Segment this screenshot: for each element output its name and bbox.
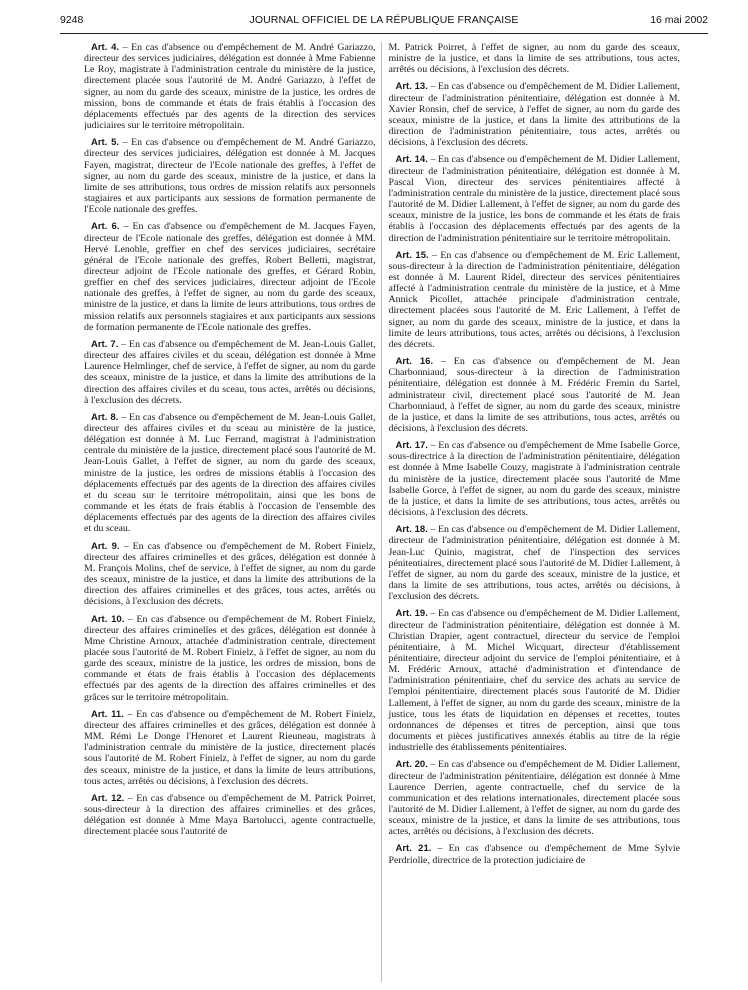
article-paragraph (389, 608, 681, 753)
article-number: Art. 17. (395, 440, 428, 452)
header-rule (60, 33, 708, 34)
article-text: – En cas d'absence ou d'empêchement de M. Didier Lallement, directeur de l'administration pénitentiaire, délégation est donnée à M. Pascal Vion, directeur des services pénitentiaires affecté à l'administration centrale du ministère de la justice, directement placé sous l'autorité de M. Didier Lallement, à l'effet de signer, au nom du garde des sceaux, ministre de la justice, les bons de commande et les états de frais établis à l'occasion des déplacements effectués par des agents de la direction de l'administration pénitentiaire sur le territoire métropolitain. (388, 154, 680, 244)
article-paragraph (389, 759, 681, 837)
journal-title: JOURNAL OFFICIEL DE LA RÉPUBLIQUE FRANÇAISE (249, 14, 519, 26)
article-number: Art. 10. (91, 613, 125, 625)
article-number: Art. 7. (91, 338, 119, 350)
article-text: M. Patrick Poirret, à l'effet de signer, au nom du garde des sceaux, ministre de la justice, et dans la limite de ses attributions, tous actes, arrêtés ou décisions, à l'exclusion des décrets. (388, 42, 680, 76)
article-paragraph (84, 793, 376, 838)
article-paragraph (84, 221, 376, 333)
article-paragraph (84, 42, 376, 131)
article-text: – En cas d'absence ou d'empêchement de M. Jean-Louis Gallet, directeur des affaires civiles et du sceau au ministère de la justice, délégation est donnée à M. Luc Ferrand, magistrat à l'administration centrale du ministère de la justice, directement placé sous l'autorité de M. Jean-Louis Gallet, à l'effet de signer, au nom du garde des sceaux, ministre de la justice, les ordres de missions établis à l'occasion des déplacements effectués par des agents de la direction des affaires civiles et du sceau sur le territoire métropolitain, ainsi que les bons de commande et les états de frais établis à l'occasion de l'ensemble des déplacements effectués par des agents de la direction des affaires civiles et du sceau. (84, 411, 376, 535)
article-number: Art. 8. (91, 411, 119, 423)
article-number: Art. 13. (395, 81, 428, 93)
article-columns (84, 42, 680, 982)
article-paragraph (389, 356, 681, 434)
article-text: – En cas d'absence ou d'empêchement de Mme Isabelle Gorce, sous-directrice à la direction de l'administration pénitentiaire, délégation est donnée à Mme Isabelle Couzy, magistrate à l'administration centrale du ministère de la justice, directement placée sous l'autorité de Mme Isabelle Gorce, à l'effet de signer, au nom du garde des sceaux, ministre de la justice, et dans la limite de ses attributions, tous actes, arrêtés ou décisions, à l'exclusion des décrets. (388, 440, 680, 519)
article-number: Art. 12. (91, 792, 125, 804)
article-paragraph (389, 42, 681, 75)
article-paragraph (389, 440, 681, 518)
article-paragraph (84, 412, 376, 535)
article-number: Art. 4. (91, 42, 120, 53)
article-text: – En cas d'absence ou d'empêchement de M. Robert Finielz, directeur des affaires criminelles et des grâces, délégation est donnée à MM. Rémi Le Donge l'Henoret et Laurent Rieuneau, magistrats à l'administration centrale du ministère de la justice, directement placés sous l'autorité de M. Robert Finielz, à l'effet de signer, au nom du garde des sceaux, ministre de la justice, et dans la limite de leurs attributions, tous actes, arrêtés ou décisions, à l'exclusion des décrets. (84, 708, 376, 787)
article-text: – En cas d'absence ou d'empêchement de M. Didier Lallement, directeur de l'administration pénitentiaire, délégation est donnée à M. Jean-Luc Quinio, magistrat, chef de l'inspection des services pénitentiaires, directement placé sous l'autorité de M. Didier Lallement, à l'effet de signer, au nom du garde des sceaux, ministre de la justice, et dans la limite de ses attributions, tous actes, arrêtés ou décisions, à l'exclusion des décrets. (388, 524, 680, 603)
article-text: – En cas d'absence ou d'empêchement de M. Jacques Fayen, directeur de l'Ecole nationale des greffes, délégation est donnée à MM. Hervé Lenoble, greffier en chef des services judiciaires, secrétaire général de l'Ecole nationale des greffes, Robert Belletti, magistrat, directeur adjoint de l'Ecole nationale des greffes, et Gérard Robin, greffier en chef des services judiciaires, directeur adjoint de l'Ecole nationale des greffes, à l'effet de signer, au nom du garde des sceaux, ministre de la justice, et dans la limite de leurs attributions, tous ordres de mission relatifs aux personnels stagiaires et aux participants aux sessions de formation permanente de l'Ecole nationale des greffes. (84, 221, 376, 333)
article-text: – En cas d'absence ou d'empêchement de M. André Gariazzo, directeur des services judiciaires, délégation est donnée à Mme Fabienne Le Roy, magistrate à l'administration centrale du ministère de la justice, directement placée sous l'autorité de M. André Gariazzo, à l'effet de signer, au nom du garde des sceaux, ministre de la justice, les ordres de mission, bons de commande et états de frais établis à l'occasion des déplacements effectués par des agents de la direction des services judiciaires sur le territoire métropolitain. (84, 42, 376, 132)
article-paragraph (389, 250, 681, 350)
article-number: Art. 21. (395, 843, 432, 855)
article-paragraph (84, 541, 376, 608)
article-number: Art. 16. (395, 356, 434, 368)
article-text: – En cas d'absence ou d'empêchement de M. Robert Finielz, directeur des affaires criminelles et des grâces, délégation est donnée à M. François Molins, chef de service, à l'effet de signer, au nom du garde des sceaux, ministre de la justice, et dans la limite des attributions de la direction des affaires criminelles et des grâces, tous actes, arrêtés ou décisions, à l'exclusion des décrets. (84, 540, 376, 608)
article-number: Art. 14. (395, 154, 428, 166)
article-text: – En cas d'absence ou d'empêchement de M. Eric Lallement, sous-directeur à la direction de l'administration pénitentiaire, délégation est donnée à M. Laurent Ridel, directeur des services pénitentiaires affecté à l'administration centrale du ministère de la justice, et à Mme Annick Picollet, attachée principale d'administration centrale, directement placées sous l'autorité de M. Eric Lallement, à l'effet de signer, au nom du garde des sceaux, ministre de la justice, et dans la limite de leurs attributions, tous actes, arrêtés ou décisions, à l'exclusion des décrets. (388, 249, 680, 350)
article-number: Art. 18. (395, 524, 428, 536)
article-number: Art. 19. (395, 608, 428, 620)
article-paragraph (84, 339, 376, 406)
page-header (60, 14, 708, 30)
article-paragraph (84, 137, 376, 215)
article-text: – En cas d'absence ou d'empêchement de M. Didier Lallement, directeur de l'administration pénitentiaire, délégation est donnée à M. Christian Drapier, agent contractuel, directeur du service de l'emploi pénitentiaire, à M. Michel Wicquart, directeur d'établissement pénitentiaire, directeur adjoint du service de l'emploi pénitentiaire, et à M. Frédéric Arnoux, attaché d'administration et d'intendance de l'administration pénitentiaire, chef du service des achats au service de l'emploi pénitentiaire, directement placés sous l'autorité de M. Didier Lallement, à l'effet de signer, au nom du garde des sceaux, ministre de la justice, tous les états de liquidation en dépenses et recettes, toutes ordonnances de dépenses et titres de perception, ainsi que tous documents et pièces justificatives annexés établis au titre de la régie industrielle des établissements pénitentiaires. (388, 608, 680, 754)
article-paragraph (389, 524, 681, 602)
page-number: 9248 (60, 14, 84, 26)
article-number: Art. 20. (395, 759, 428, 771)
article-number: Art. 15. (395, 249, 429, 261)
article-paragraph (389, 154, 681, 243)
article-text: – En cas d'absence ou d'empêchement de M. Jean-Louis Gallet, directeur des affaires civiles et du sceau, délégation est donnée à Mme Laurence Helmlinger, chef de service, à l'effet de signer, au nom du garde des sceaux, ministre de la justice, et dans la limite des attributions de la direction des affaires civiles et du sceau, tous actes, arrêtés ou décisions, à l'exclusion des décrets. (84, 338, 376, 406)
article-text: – En cas d'absence ou d'empêchement de M. Robert Finielz, directeur des affaires criminelles et des grâces, délégation est donnée à Mme Christine Arnoux, attachée d'administration centrale, directement placée sous l'autorité de M. Robert Finielz, à l'effet de signer, au nom du garde des sceaux, ministre de la justice, les ordres de mission, bons de commande et états de frais établis à l'occasion des déplacements effectués par des agents de la direction des affaires criminelles et des grâces sur le territoire métropolitain. (84, 613, 376, 703)
article-number: Art. 5. (91, 137, 120, 149)
article-number: Art. 6. (91, 221, 120, 233)
article-text: – En cas d'absence ou d'empêchement de M. Patrick Poirret, sous-directeur à la direction des affaires criminelles et des grâces, délégation est donnée à Mme Maya Bartolucci, agente contractuelle, directement placée sous l'autorité de (84, 792, 376, 838)
article-text: – En cas d'absence ou d'empêchement de M. André Gariazzo, directeur des services judiciaires, délégation est donnée à M. Jacques Fayen, magistrat, directeur de l'Ecole nationale des greffes, à l'effet de signer, au nom du garde des sceaux, ministre de la justice, et dans la limite de ses attributions, tous ordres de mission relatifs aux personnels stagiaires et aux participants aux sessions de formation permanente de l'Ecole nationale des greffes. (84, 137, 376, 216)
article-number: Art. 11. (91, 708, 124, 720)
article-paragraph (389, 81, 681, 148)
publication-date: 16 mai 2002 (650, 14, 708, 26)
article-text: – En cas d'absence ou d'empêchement de M. Didier Lallement, directeur de l'administration pénitentiaire, délégation est donnée à M. Xavier Ronsin, chef de service, à l'effet de signer, au nom du garde des sceaux, ministre de la justice, et dans la limite des attributions de la direction de l'administration pénitentiaire, tous actes, arrêtés ou décisions, à l'exclusion des décrets. (388, 81, 680, 149)
article-text: – En cas d'absence ou d'empêchement de M. Didier Lallement, directeur de l'administration pénitentiaire, délégation est donnée à Mme Laurence Derrien, agente contractuelle, chef du service de la communication et des relations internationales, directement placée sous l'autorité de M. Didier Lallement, à l'effet de signer, au nom du garde des sceaux, ministre de la justice, et dans la limite de ses attributions, tous actes, arrêtés ou décisions, à l'exclusion des décrets. (388, 759, 680, 838)
article-text: – En cas d'absence ou d'empêchement de M. Jean Charbonniaud, sous-directeur à la direction de l'administration pénitentiaire, délégation est donnée à M. Frédéric Fremin du Sartel, administrateur civil, directement placé sous l'autorité de M. Jean Charbonniaud, à l'effet de signer, au nom du garde des sceaux, ministre de la justice, et dans la limite de ses attributions, tous actes, arrêtés ou décisions, à l'exclusion des décrets. (388, 356, 680, 434)
article-paragraph (84, 614, 376, 703)
article-text: – En cas d'absence ou d'empêchement de Mme Sylvie Perdriolle, directrice de la protection judiciaire de (388, 843, 680, 866)
left-column (84, 42, 376, 982)
article-number: Art. 9. (91, 540, 120, 552)
article-paragraph (84, 709, 376, 787)
article-paragraph (389, 843, 681, 865)
right-column (381, 42, 681, 982)
